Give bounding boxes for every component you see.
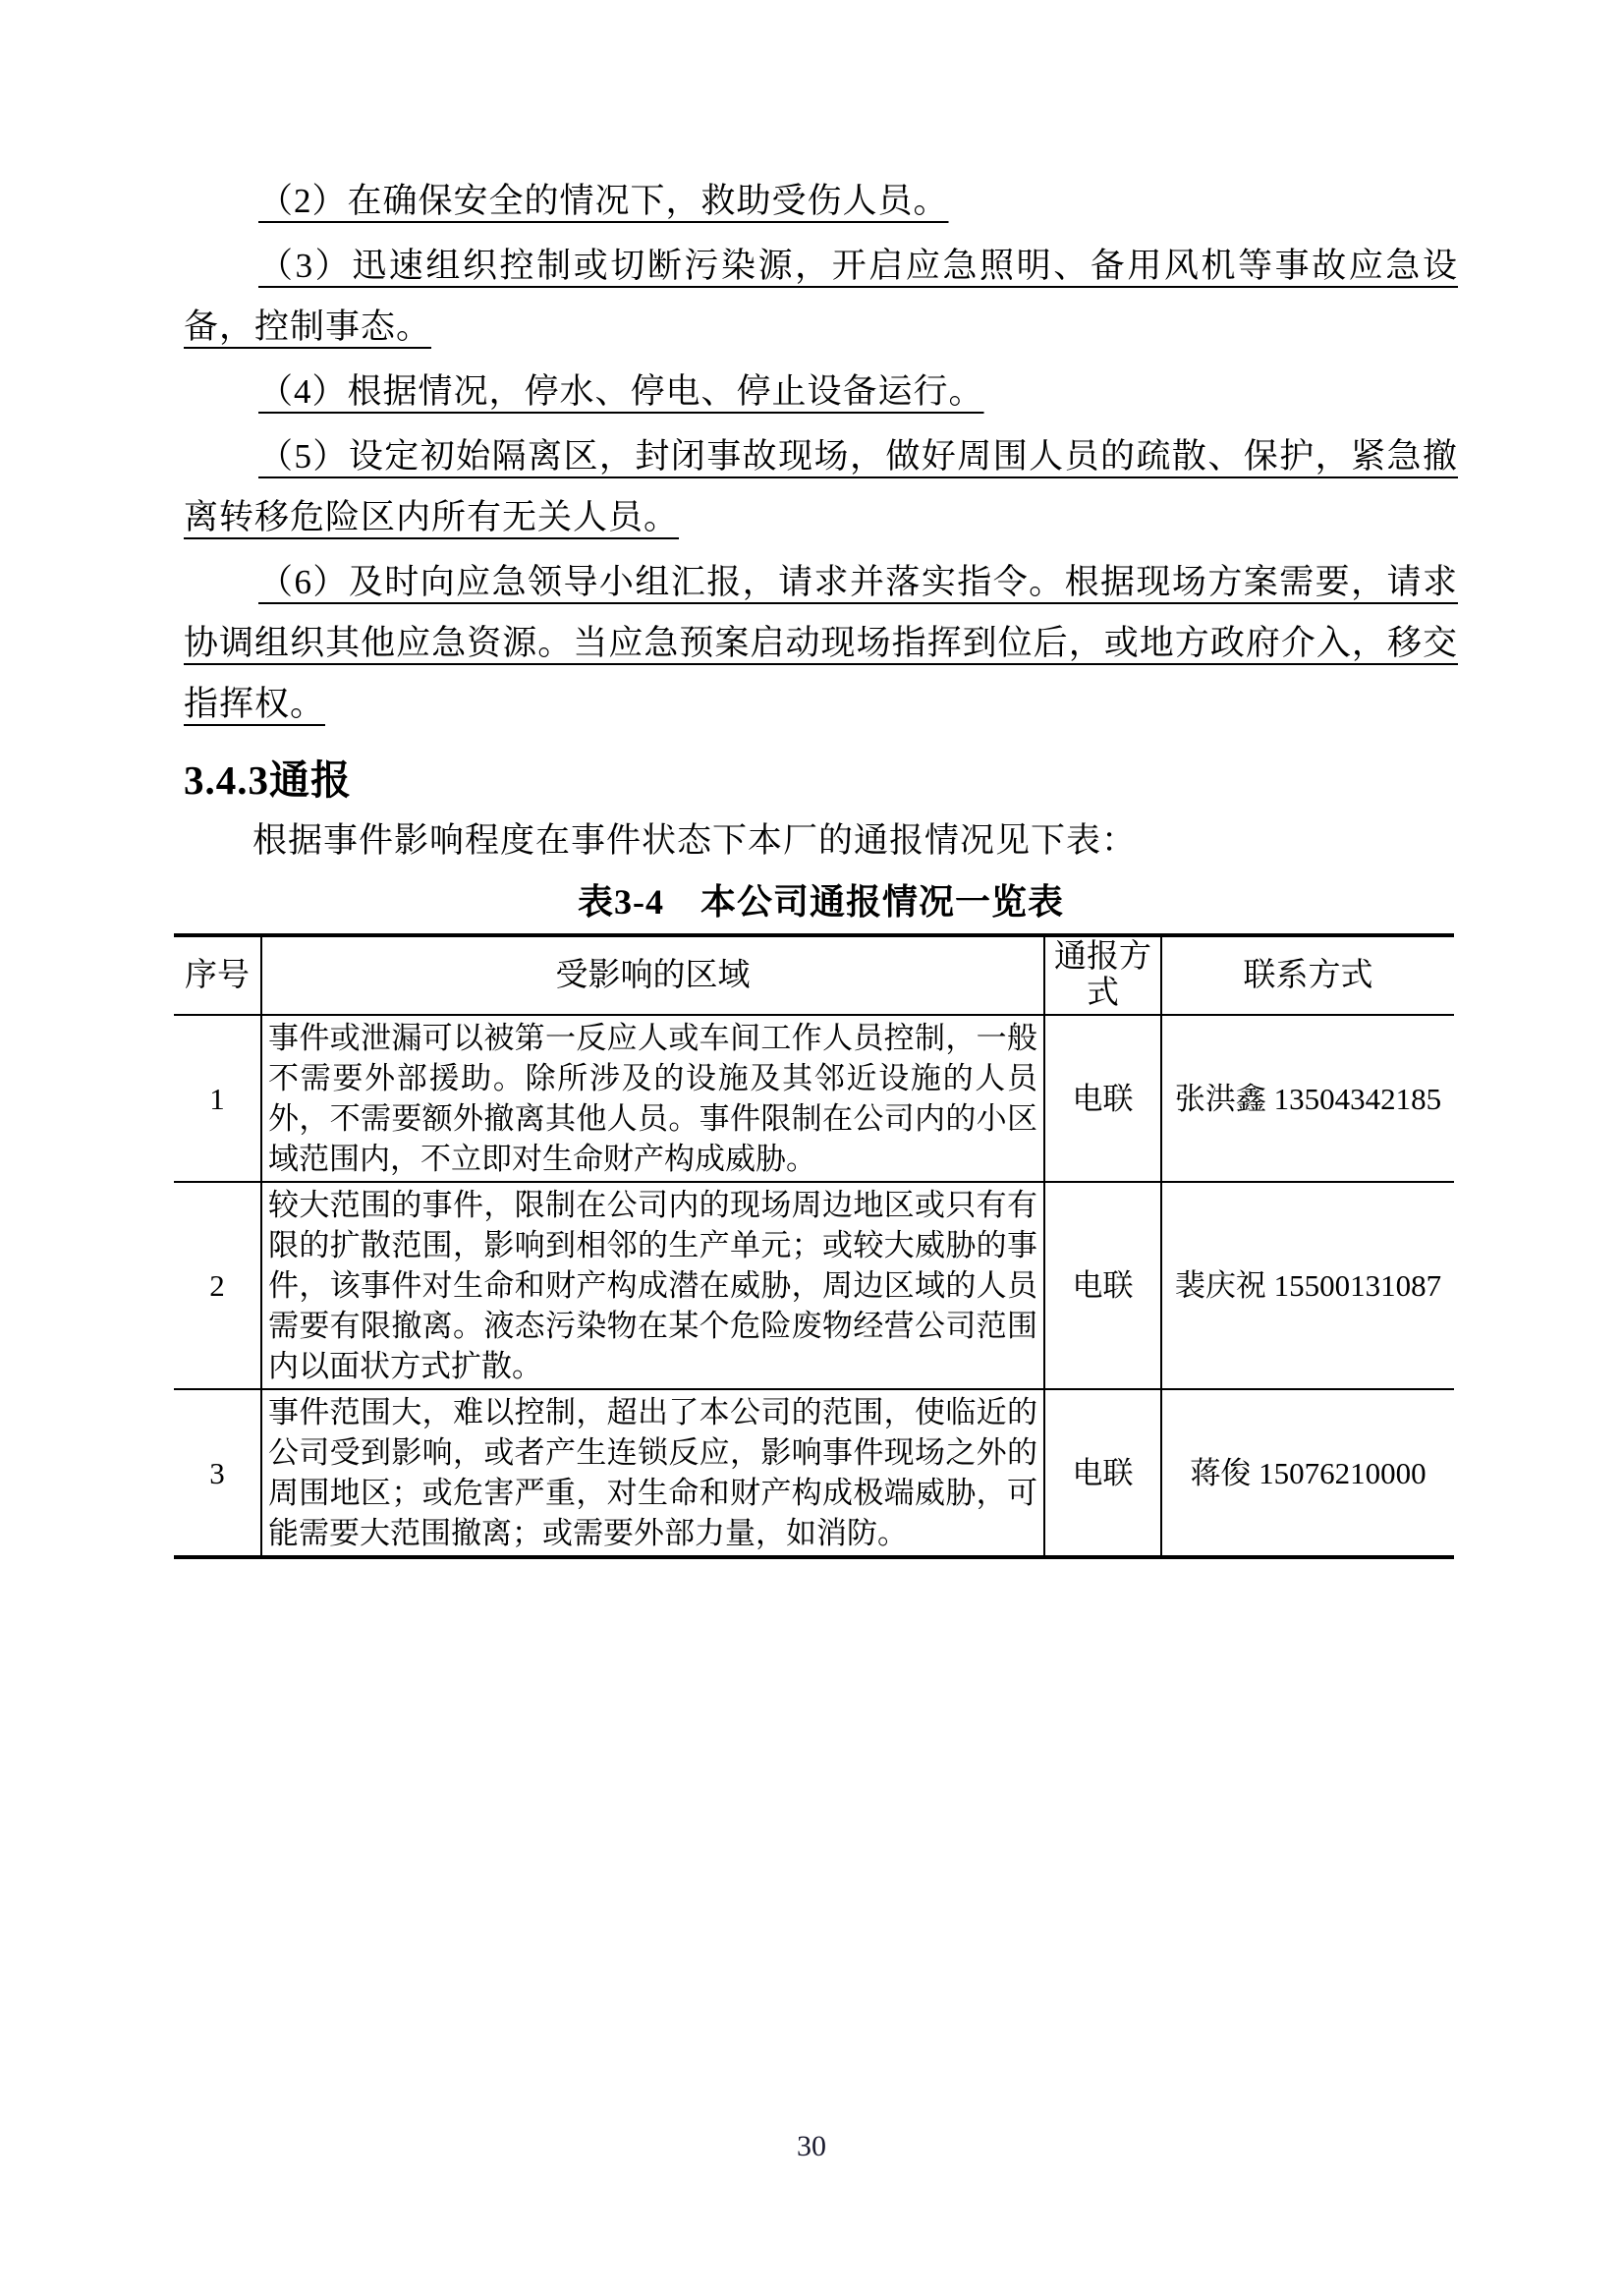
row-number: 3	[174, 1389, 261, 1557]
col-header-area: 受影响的区域	[261, 935, 1044, 1015]
table-row	[174, 1182, 1454, 1389]
table-title: 表3-4 本公司通报情况一览表	[578, 882, 1064, 922]
page-number: 30	[797, 2130, 826, 2162]
row-number: 1	[174, 1015, 261, 1182]
contact-info: 裴庆祝 15500131087	[1161, 1182, 1454, 1389]
col-header-no: 序号	[174, 935, 261, 1015]
notify-method: 电联	[1044, 1389, 1161, 1557]
affected-area-text: 较大范围的事件，限制在公司内的现场周边地区或只有有限的扩散范围，影响到相邻的生产单元；或较大威胁的事件，该事件对生命和财产构成潜在威胁，周边区域的人员需要有限撤离。液态污染物在某个危险废物经营公司范围内以面状方式扩散。	[261, 1182, 1044, 1389]
contact-info: 张洪鑫 13504342185	[1161, 1015, 1454, 1182]
col-header-contact: 联系方式	[1161, 935, 1454, 1015]
affected-area-text: 事件范围大，难以控制，超出了本公司的范围，使临近的公司受到影响，或者产生连锁反应，影响事件现场之外的周围地区；或危害严重，对生命和财产构成极端威胁，可能需要大范围撤离；或需要外部力量，如消防。	[261, 1389, 1044, 1557]
notify-method: 电联	[1044, 1015, 1161, 1182]
affected-area-text: 事件或泄漏可以被第一反应人或车间工作人员控制，一般不需要外部援助。除所涉及的设施及其邻近设施的人员外，不需要额外撤离其他人员。事件限制在公司内的小区域范围内，不立即对生命财产构成威胁。	[261, 1015, 1044, 1182]
row-number: 2	[174, 1182, 261, 1389]
col-header-method: 通报方式	[1044, 935, 1161, 1015]
intro-paragraph: 根据事件影响程度在事件状态下本厂的通报情况见下表：	[252, 821, 1138, 860]
paragraph-item-3: （3）迅速组织控制或切断污染源，开启应急照明、备用风机等事故应急设备，控制事态。	[184, 247, 1458, 346]
notification-table	[174, 933, 1454, 1559]
table-row	[174, 1389, 1454, 1557]
table-row	[174, 1015, 1454, 1182]
section-heading: 3.4.3通报	[184, 757, 352, 803]
notify-method: 电联	[1044, 1182, 1161, 1389]
paragraph-item-2: （2）在确保安全的情况下，救助受伤人员。	[258, 182, 949, 220]
paragraph-item-6: （6）及时向应急领导小组汇报，请求并落实指令。根据现场方案需要，请求协调组织其他应急资源。当应急预案启动现场指挥到位后，或地方政府介入，移交指挥权。	[184, 563, 1458, 723]
table-header-row	[174, 935, 1454, 1015]
paragraph-item-4: （4）根据情况，停水、停电、停止设备运行。	[258, 372, 984, 411]
contact-info: 蒋俊 15076210000	[1161, 1389, 1454, 1557]
paragraph-item-5: （5）设定初始隔离区，封闭事故现场，做好周围人员的疏散、保护，紧急撤离转移危险区内所有无关人员。	[184, 437, 1458, 536]
